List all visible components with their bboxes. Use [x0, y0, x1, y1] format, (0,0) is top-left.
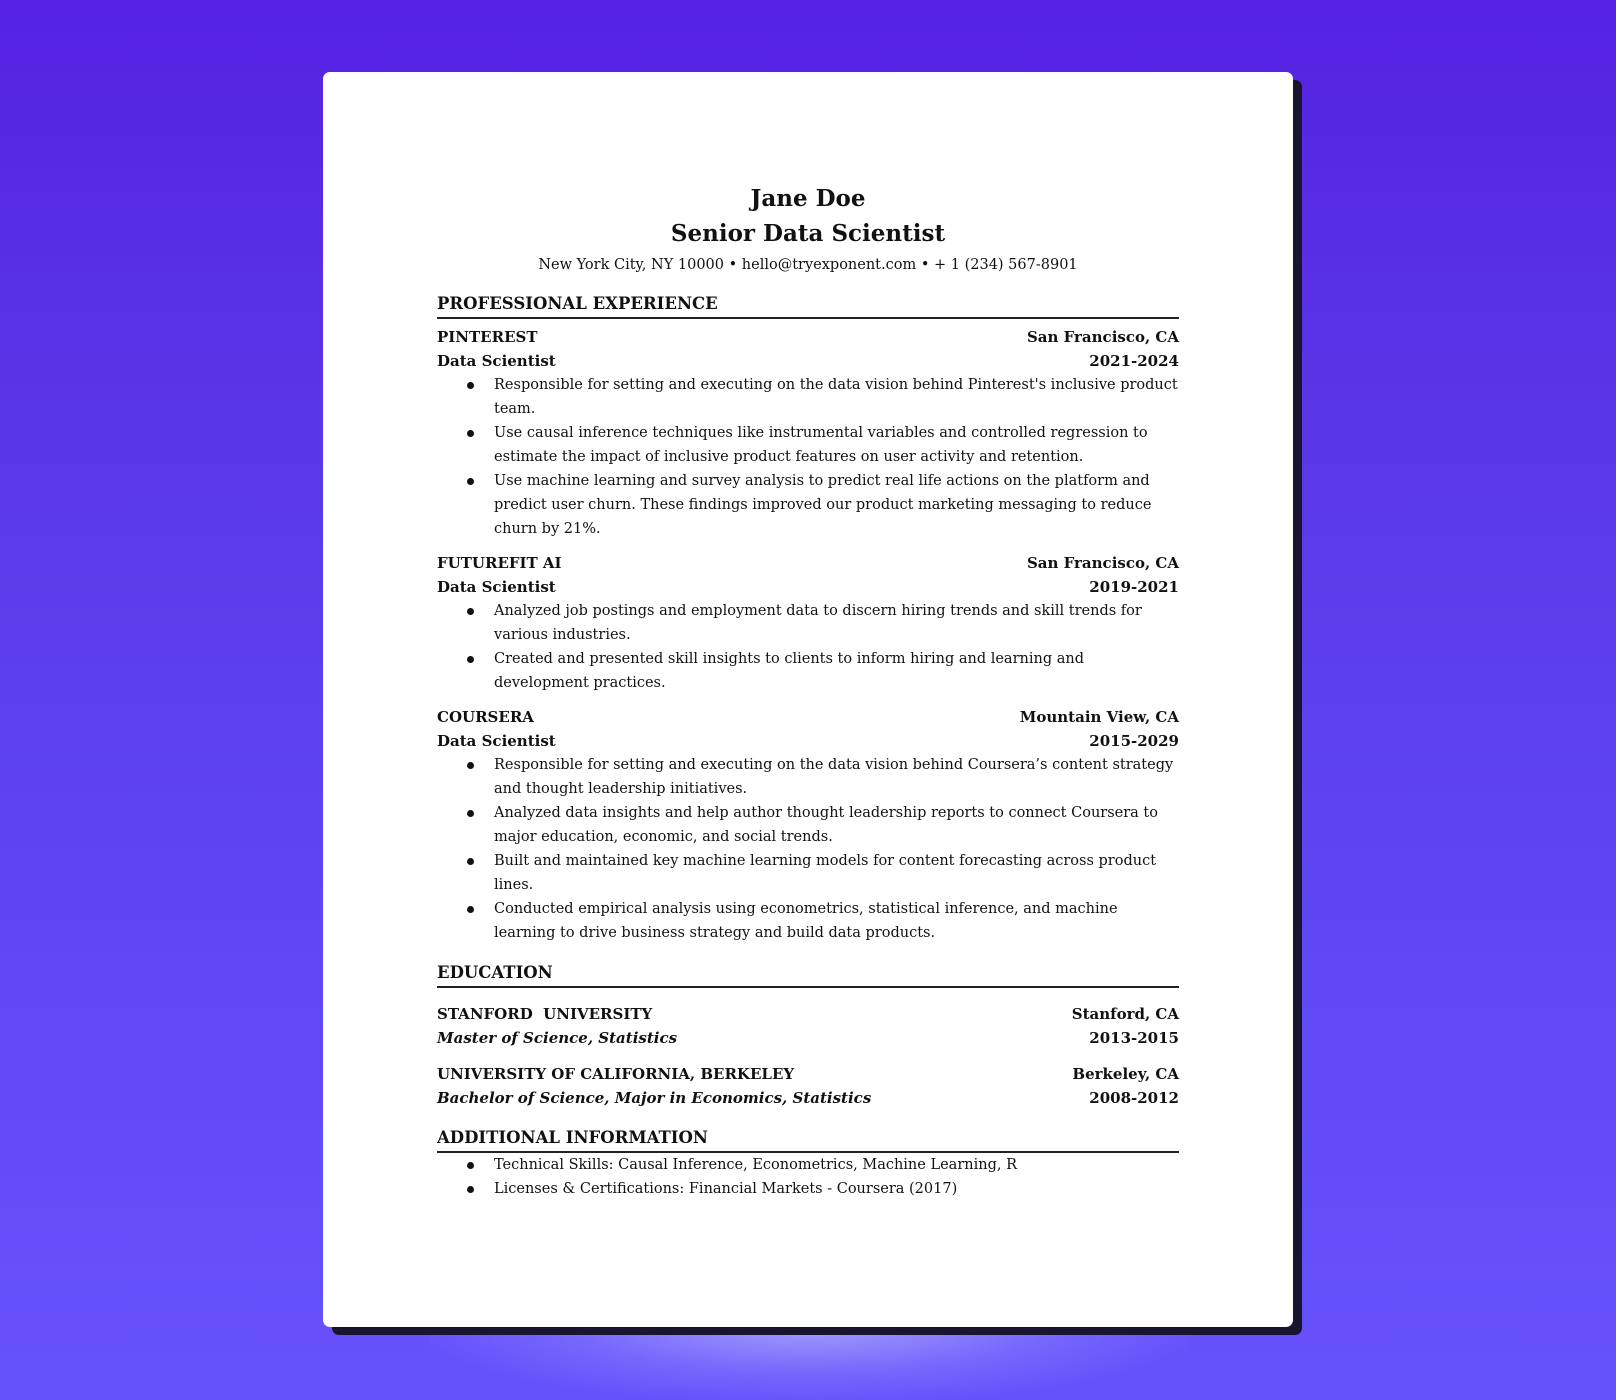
- job-company: COURSERA: [437, 708, 534, 726]
- school-name: STANFORD UNIVERSITY: [437, 1005, 653, 1023]
- degree-dates: 2008-2012: [1089, 1089, 1179, 1107]
- candidate-name: Jane Doe: [750, 185, 866, 212]
- bullet-icon: [467, 1162, 474, 1169]
- bullet-text: Responsible for setting and executing on the data vision behind Pinterest's inclusive product team.: [494, 377, 1178, 417]
- resume-sheet: [323, 72, 1293, 1327]
- job-location: Mountain View, CA: [1019, 708, 1179, 726]
- education-section: [437, 961, 1179, 1110]
- job-entry: [437, 325, 1179, 541]
- job-role: Data Scientist: [437, 732, 556, 750]
- bullet-item: [437, 1177, 1179, 1201]
- bullet-text: Analyzed job postings and employment data to discern hiring trends and skill trends for various industries.: [494, 603, 1142, 643]
- education-heading: EDUCATION: [437, 961, 1179, 988]
- job-role: Data Scientist: [437, 578, 556, 596]
- bullet-icon: [467, 382, 474, 389]
- contact-line: New York City, NY 10000 • hello@tryexponent.com • + 1 (234) 567-8901: [538, 257, 1078, 273]
- bullet-item: [437, 421, 1179, 469]
- additional-bullets: [437, 1153, 1179, 1201]
- bullet-item: [437, 373, 1179, 421]
- candidate-title: Senior Data Scientist: [670, 220, 946, 247]
- job-role: Data Scientist: [437, 352, 556, 370]
- job-header-row: [437, 551, 1179, 575]
- bullet-item: [437, 1153, 1179, 1177]
- bullet-item: [437, 897, 1179, 945]
- bullet-icon: [467, 430, 474, 437]
- education-entry: [437, 1002, 1179, 1050]
- job-dates: 2021-2024: [1089, 352, 1179, 370]
- degree-row: [437, 1026, 1179, 1050]
- education-list: [437, 1002, 1179, 1110]
- job-bullets: [437, 753, 1179, 945]
- bullet-text: Licenses & Certifications: Financial Markets - Coursera (2017): [494, 1181, 958, 1197]
- job-header-row: [437, 705, 1179, 729]
- job-dates: 2015-2029: [1089, 732, 1179, 750]
- job-role-row: [437, 729, 1179, 753]
- experience-section: [437, 292, 1179, 945]
- job-role-row: [437, 349, 1179, 373]
- bullet-item: [437, 469, 1179, 541]
- education-entry: [437, 1062, 1179, 1110]
- bullet-text: Use causal inference techniques like instrumental variables and controlled regression to estimate the impact of inclusive product features on user activity and retention.: [494, 425, 1148, 465]
- bullet-icon: [467, 1186, 474, 1193]
- job-location: San Francisco, CA: [1026, 554, 1179, 572]
- job-dates: 2019-2021: [1089, 578, 1179, 596]
- job-bullets: [437, 599, 1179, 695]
- additional-section: [437, 1126, 1179, 1201]
- bullet-icon: [467, 858, 474, 865]
- bullet-item: [437, 849, 1179, 897]
- school-location: Stanford, CA: [1071, 1005, 1179, 1023]
- job-entry: [437, 705, 1179, 945]
- degree-name: Bachelor of Science, Major in Economics, Statistics: [437, 1089, 872, 1107]
- bullet-text: Responsible for setting and executing on the data vision behind Coursera’s content strategy and thought leadership initiatives.: [494, 757, 1174, 797]
- job-role-row: [437, 575, 1179, 599]
- bullet-icon: [467, 762, 474, 769]
- job-header-row: [437, 325, 1179, 349]
- bullet-icon: [467, 906, 474, 913]
- experience-heading: PROFESSIONAL EXPERIENCE: [437, 292, 1179, 319]
- job-entry: [437, 551, 1179, 695]
- bullet-icon: [467, 478, 474, 485]
- bullet-icon: [467, 810, 474, 817]
- job-bullets: [437, 373, 1179, 541]
- bullet-item: [437, 753, 1179, 801]
- bullet-item: [437, 801, 1179, 849]
- bullet-item: [437, 647, 1179, 695]
- bullet-text: Conducted empirical analysis using econometrics, statistical inference, and machine learning to drive business strategy and build data products.: [494, 901, 1118, 941]
- bullet-icon: [467, 656, 474, 663]
- school-location: Berkeley, CA: [1072, 1065, 1179, 1083]
- degree-dates: 2013-2015: [1089, 1029, 1179, 1047]
- bullet-text: Created and presented skill insights to clients to inform hiring and learning and development practices.: [494, 651, 1084, 691]
- bullet-item: [437, 599, 1179, 647]
- degree-row: [437, 1086, 1179, 1110]
- job-company: PINTEREST: [437, 328, 538, 346]
- degree-name: Master of Science, Statistics: [437, 1029, 678, 1047]
- bullet-text: Built and maintained key machine learning models for content forecasting across product lines.: [494, 853, 1157, 893]
- school-row: [437, 1062, 1179, 1086]
- school-name: UNIVERSITY OF CALIFORNIA, BERKELEY: [437, 1065, 795, 1083]
- school-row: [437, 1002, 1179, 1026]
- bullet-text: Technical Skills: Causal Inference, Econometrics, Machine Learning, R: [494, 1157, 1017, 1173]
- resume-content: [437, 182, 1179, 1201]
- additional-heading: ADDITIONAL INFORMATION: [437, 1126, 1179, 1153]
- job-location: San Francisco, CA: [1026, 328, 1179, 346]
- bullet-icon: [467, 608, 474, 615]
- bullet-text: Use machine learning and survey analysis to predict real life actions on the platform and predict user churn. These findings improved our product marketing messaging to reduce churn by 21%.: [494, 473, 1152, 537]
- job-company: FUTUREFIT AI: [437, 554, 562, 572]
- bullet-text: Analyzed data insights and help author thought leadership reports to connect Coursera to major education, economic, and social trends.: [494, 805, 1158, 845]
